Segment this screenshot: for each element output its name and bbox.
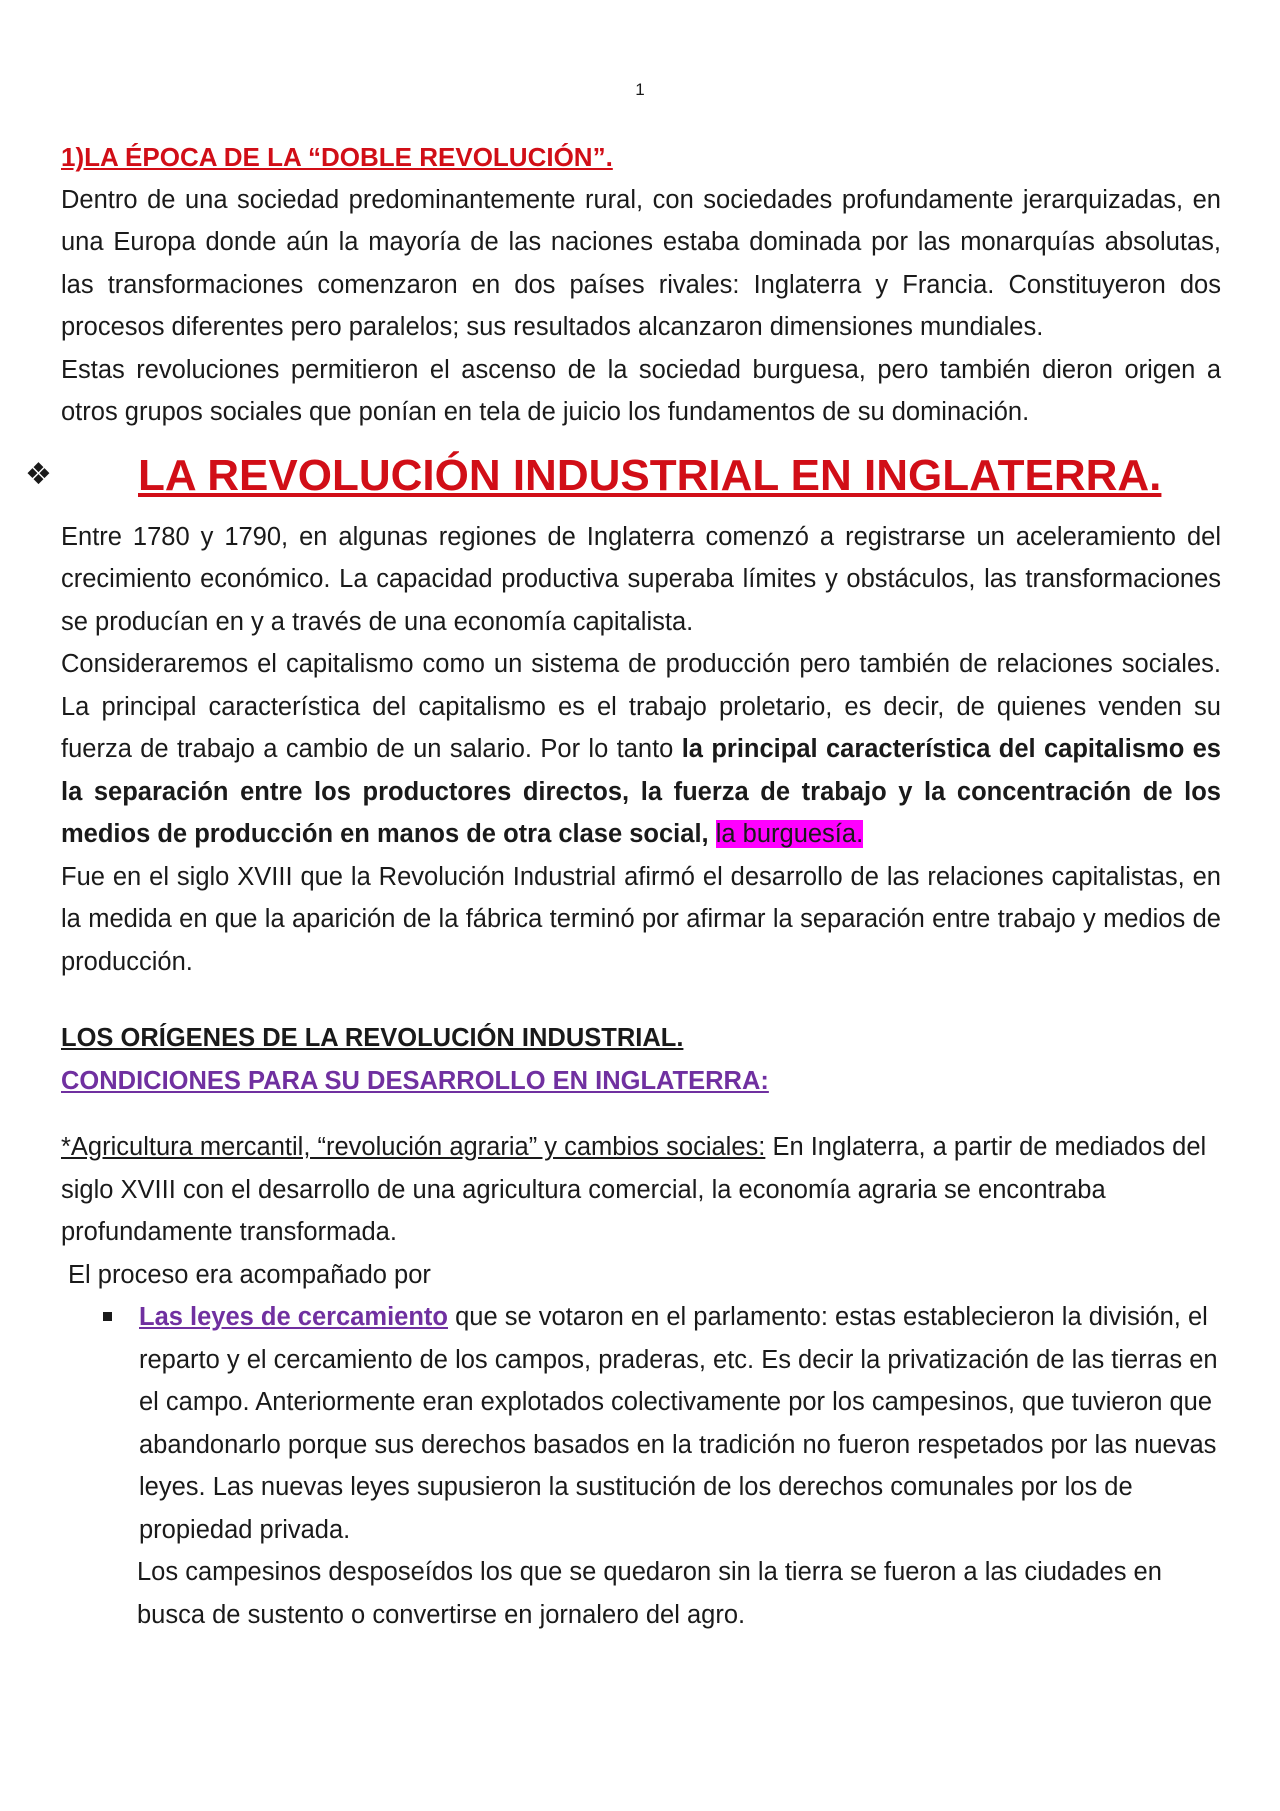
highlighted-text: la burguesía. (715, 820, 864, 848)
section-title-revolucion-industrial: LA REVOLUCIÓN INDUSTRIAL EN INGLATERRA. (138, 450, 1162, 500)
page-number: 1 (635, 80, 645, 99)
paragraph-capitalismo (61, 643, 1221, 856)
document-body (25, 136, 1221, 1636)
list-item-title: Las leyes de cercamiento (139, 1303, 449, 1331)
section-heading-row (25, 446, 1221, 516)
agricultura-text: En Inglaterra, a partir de mediados del siglo XVIII con el desarrollo de una agricultura comercial, la economía agraria se encontraba profundamente transformada. (61, 1133, 1207, 1246)
diamond-bullet-icon: ❖ (25, 457, 52, 491)
paragraph-agricultura (61, 1126, 1221, 1254)
process-intro: El proceso era acompañado por (68, 1260, 431, 1289)
paragraph: Estas revoluciones permitieron el ascenso de la sociedad burguesa, pero también dieron origen a otros grupos sociales que ponían en tela de juicio los fundamentos de su dominación. (61, 355, 1221, 426)
paragraph: Dentro de una sociedad predominantemente rural, con sociedades profundamente jerarquizadas, en una Europa donde aún la mayoría de las naciones estaba dominada por las monarquías absolutas, las transformaciones comenzaron en dos países rivales: Inglaterra y Francia. Constituyeron dos procesos diferentes pero paralelos; sus resultados alcanzaron dimensiones mundiales. (61, 185, 1221, 341)
bold-statement: la principal característica del capitalismo es la separación entre los productores directos, la fuerza de trabajo y la concentración de los medios de producción en manos de otra clase social, (61, 735, 1221, 848)
heading-origenes: LOS ORÍGENES DE LA REVOLUCIÓN INDUSTRIAL. (61, 1024, 684, 1052)
paragraph: Fue en el siglo XVIII que la Revolución Industrial afirmó el desarrollo de las relaciones capitalistas, en la medida en que la aparición de la fábrica terminó por afirmar la separación entre trabajo y medios de producción. (61, 862, 1221, 976)
subheading-condiciones: CONDICIONES PARA SU DESARROLLO EN INGLATERRA: (61, 1066, 769, 1095)
section-title-doble-revolucion: 1)LA ÉPOCA DE LA “DOBLE REVOLUCIÓN”. (61, 142, 613, 172)
list-item (61, 1296, 1221, 1551)
list-item-text: que se votaron en el parlamento: estas establecieron la división, el reparto y el cercamiento de los campos, praderas, etc. Es decir la privatización de las tierras en el campo. Anteriormente eran explotados colectivamente por los campesinos, que tuvieron que abandonarlo porque sus derechos basados en la tradición no fueron respetados por las nuevas leyes. Las nuevas leyes supusieron la sustitución de los derechos comunales por los de propiedad privada. (139, 1303, 1218, 1544)
agricultura-title: *Agricultura mercantil, “revolución agraria” y cambios sociales: (61, 1133, 766, 1161)
closing-paragraph: Los campesinos desposeídos los que se quedaron sin la tierra se fueron a las ciudades en busca de sustento o convertirse en jornalero del agro. (137, 1558, 1162, 1629)
paragraph: Entre 1780 y 1790, en algunas regiones de Inglaterra comenzó a registrarse un aceleramiento del crecimiento económico. La capacidad productiva superaba límites y obstáculos, las transformaciones se producían en y a través de una economía capitalista. (61, 522, 1221, 636)
paragraph-text: Consideraremos el capitalismo como un sistema de producción pero también de relaciones sociales. La principal característica del capitalismo es el trabajo proletario, es decir, de quienes venden su fuerza de trabajo a cambio de un salario. Por lo tanto (61, 650, 1221, 763)
square-bullet-icon (103, 1312, 112, 1321)
